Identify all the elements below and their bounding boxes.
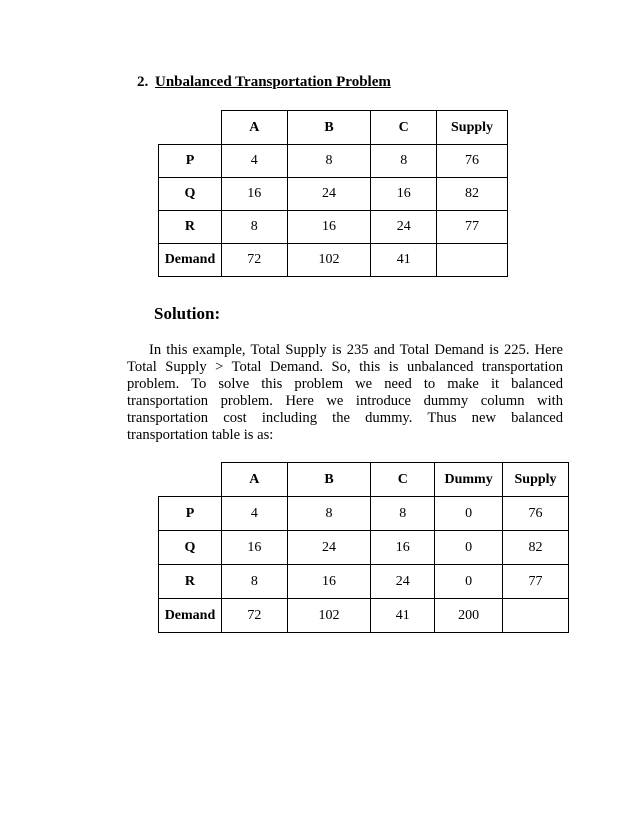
column-header: Supply [437,111,508,145]
table-cell: 82 [503,531,569,565]
table-cell: 77 [437,211,508,244]
section-number: 2. [137,74,149,90]
table-row [159,178,508,211]
table-row [159,565,569,599]
table-cell: 24 [287,531,371,565]
solution-paragraph: In this example, Total Supply is 235 and Total Demand is 225. Here Total Supply > Total Demand. So, this is unbalanced transportation problem. To solve this problem we need to make it balanced transportation problem. Here we introduce dummy column with transportation cost including the dummy. Thus new balanced transportation table is as: [127,342,563,443]
section-title: Unbalanced Transportation Problem [155,74,391,90]
column-header: Supply [503,463,569,497]
table-cell: 0 [435,565,503,599]
solution-heading: Solution: [154,304,221,323]
table-cell: 0 [435,497,503,531]
row-header: Q [159,178,222,211]
column-header: B [287,463,371,497]
table-cell: 16 [221,178,287,211]
row-header: R [159,211,222,244]
table-cell: 76 [503,497,569,531]
table-cell: 8 [221,565,287,599]
unbalanced-table [158,110,508,277]
column-header: C [371,463,435,497]
column-header: Dummy [435,463,503,497]
table-cell: 77 [503,565,569,599]
table-cell: 8 [287,497,371,531]
table-cell: 8 [371,497,435,531]
table-cell: 102 [287,244,371,277]
table-cell: 16 [371,531,435,565]
table-cell: 41 [371,599,435,633]
table-cell: 72 [221,244,287,277]
column-header: A [221,463,287,497]
table-header-row [159,463,569,497]
table-row [159,211,508,244]
row-header: Q [159,531,222,565]
row-header: R [159,565,222,599]
table-cell: 102 [287,599,371,633]
table-cell: 24 [287,178,371,211]
table-row [159,497,569,531]
row-header: Demand [159,599,222,633]
table-cell: 8 [371,145,437,178]
column-header: C [371,111,437,145]
table-row [159,531,569,565]
table-cell: 0 [435,531,503,565]
table-cell: 72 [221,599,287,633]
table-cell: 16 [221,531,287,565]
table-cell: 4 [221,145,287,178]
table-cell: 8 [287,145,371,178]
table-cell: 76 [437,145,508,178]
table-header-row [159,111,508,145]
column-header: B [287,111,371,145]
table-cell: 82 [437,178,508,211]
table-cell [437,244,508,277]
row-header: P [159,497,222,531]
table-cell: 41 [371,244,437,277]
table-cell: 4 [221,497,287,531]
table-cell: 16 [371,178,437,211]
section-heading [137,74,391,91]
table-row [159,145,508,178]
table-cell: 16 [287,211,371,244]
demand-row [159,244,508,277]
demand-row [159,599,569,633]
table-cell: 200 [435,599,503,633]
row-header: P [159,145,222,178]
balanced-table [158,462,569,633]
table-cell [503,599,569,633]
table-cell: 24 [371,211,437,244]
column-header: A [221,111,287,145]
table-cell: 24 [371,565,435,599]
table-corner [159,463,222,497]
row-header: Demand [159,244,222,277]
table-corner [159,111,222,145]
table-cell: 16 [287,565,371,599]
table-cell: 8 [221,211,287,244]
